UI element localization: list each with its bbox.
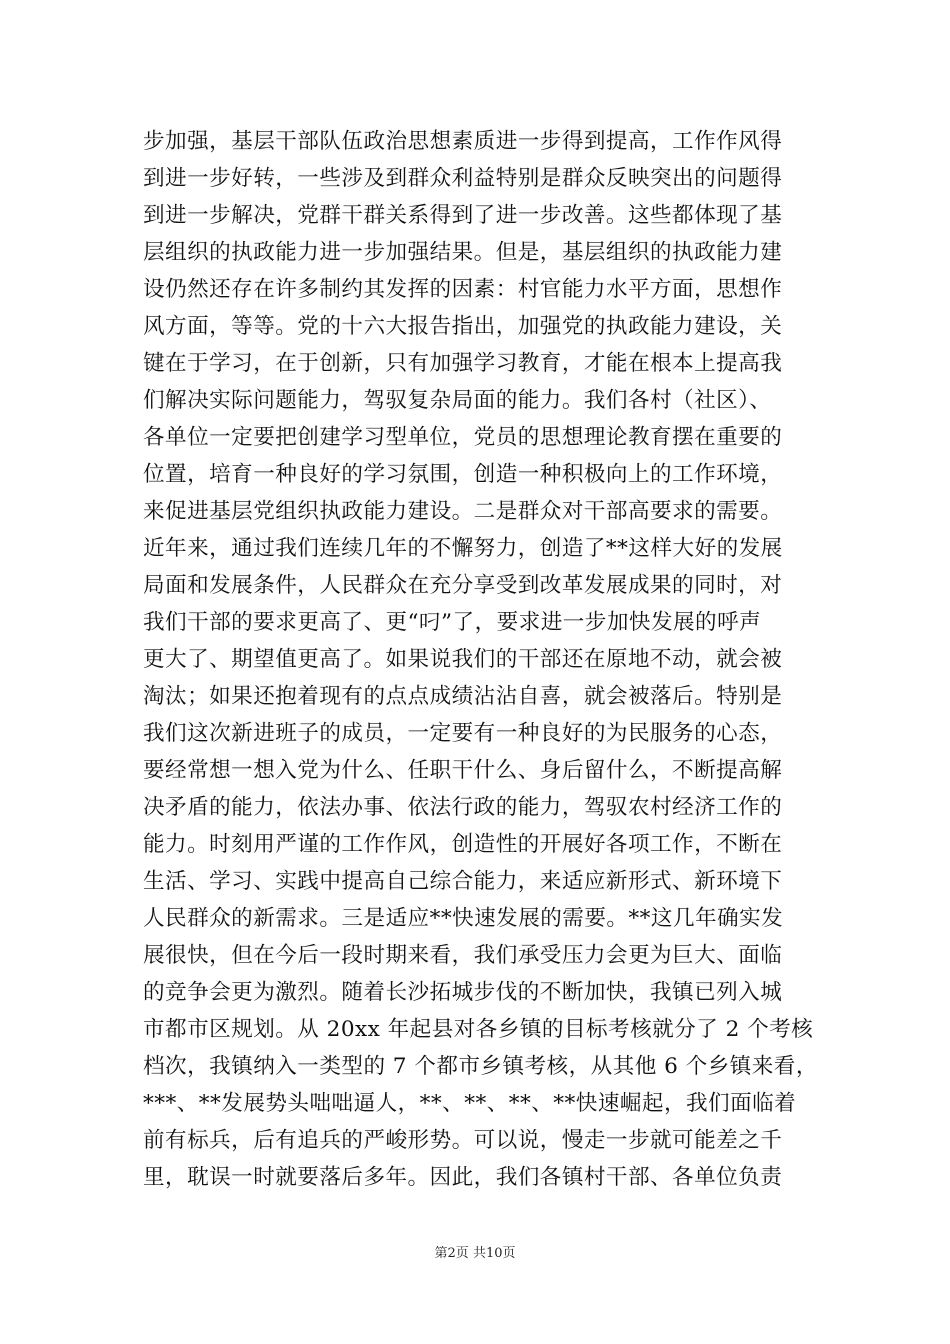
text-line: 到进一步解决，党群干群关系得到了进一步改善。这些都体现了基	[143, 203, 783, 228]
text-line: 步加强，基层干部队伍政治思想素质进一步得到提高，工作作风得	[143, 129, 783, 154]
body-text	[143, 123, 823, 1196]
footer-suffix: 页	[502, 1246, 516, 1261]
text-line: 局面和发展条件，人民群众在充分享受到改革发展成果的同时，对	[143, 573, 783, 598]
text-line: ***、**发展势头咄咄逼人，**、**、**、**快速崛起，我们面临着	[143, 1091, 797, 1116]
text-line: 要经常想一想入党为什么、任职干什么、身后留什么，不断提高解	[143, 758, 783, 783]
text-line: 层组织的执政能力进一步加强结果。但是，基层组织的执政能力建	[143, 240, 783, 265]
text-line: 键在于学习，在于创新，只有加强学习教育，才能在根本上提高我	[143, 351, 783, 376]
text-line: 到进一步好转，一些涉及到群众利益特别是群众反映突出的问题得	[143, 166, 783, 191]
text-line: 里，耽误一时就要落后多年。因此，我们各镇村干部、各单位负责	[143, 1165, 783, 1190]
text-line: 近年来，通过我们连续几年的不懈努力，创造了**这样大好的发展	[143, 536, 783, 561]
footer-middle: 页 共	[455, 1246, 486, 1261]
text-line: 档次，我镇纳入一类型的 7 个都市乡镇考核，从其他 6 个乡镇来看，	[143, 1054, 818, 1079]
current-page-number: 2	[447, 1246, 456, 1261]
text-line: 我们这次新进班子的成员，一定要有一种良好的为民服务的心态，	[143, 721, 783, 746]
text-line: 更大了、期望值更高了。如果说我们的干部还在原地不动，就会被	[143, 647, 783, 672]
page-footer	[0, 1245, 950, 1263]
text-line: 位置，培育一种良好的学习氛围，创造一种积极向上的工作环境，	[143, 462, 783, 487]
text-line: 人民群众的新需求。三是适应**快速发展的需要。**这几年确实发	[143, 906, 784, 931]
text-line: 展很快，但在今后一段时期来看，我们承受压力会更为巨大、面临	[143, 943, 783, 968]
text-line: 我们干部的要求更高了、更“叼”了，要求进一步加快发展的呼声	[143, 610, 762, 635]
text-line: 决矛盾的能力，依法办事、依法行政的能力，驾驭农村经济工作的	[143, 795, 783, 820]
text-line: 们解决实际问题能力，驾驭复杂局面的能力。我们各村（社区）、	[143, 388, 772, 413]
text-line: 来促进基层党组织执政能力建设。二是群众对干部高要求的需要。	[143, 499, 783, 524]
text-line: 设仍然还存在许多制约其发挥的因素：村官能力水平方面，思想作	[143, 277, 783, 302]
text-line: 能力。时刻用严谨的工作作风，创造性的开展好各项工作，不断在	[143, 832, 783, 857]
text-line: 前有标兵，后有追兵的严峻形势。可以说，慢走一步就可能差之千	[143, 1128, 783, 1153]
text-line: 风方面，等等。党的十六大报告指出，加强党的执政能力建设，关	[143, 314, 783, 339]
text-line: 淘汰；如果还抱着现有的点点成绩沾沾自喜，就会被落后。特别是	[143, 684, 783, 709]
text-line: 生活、学习、实践中提高自己综合能力，来适应新形式、新环境下	[143, 869, 783, 894]
total-pages-number: 10	[485, 1246, 503, 1261]
text-line: 市都市区规划。从 20xx 年起县对各乡镇的目标考核就分了 2 个考核	[143, 1017, 814, 1042]
text-line: 各单位一定要把创建学习型单位，党员的思想理论教育摆在重要的	[143, 425, 783, 450]
text-line: 的竞争会更为激烈。随着长沙拓城步伐的不断加快，我镇已列入城	[143, 980, 783, 1005]
footer-prefix: 第	[434, 1246, 448, 1261]
